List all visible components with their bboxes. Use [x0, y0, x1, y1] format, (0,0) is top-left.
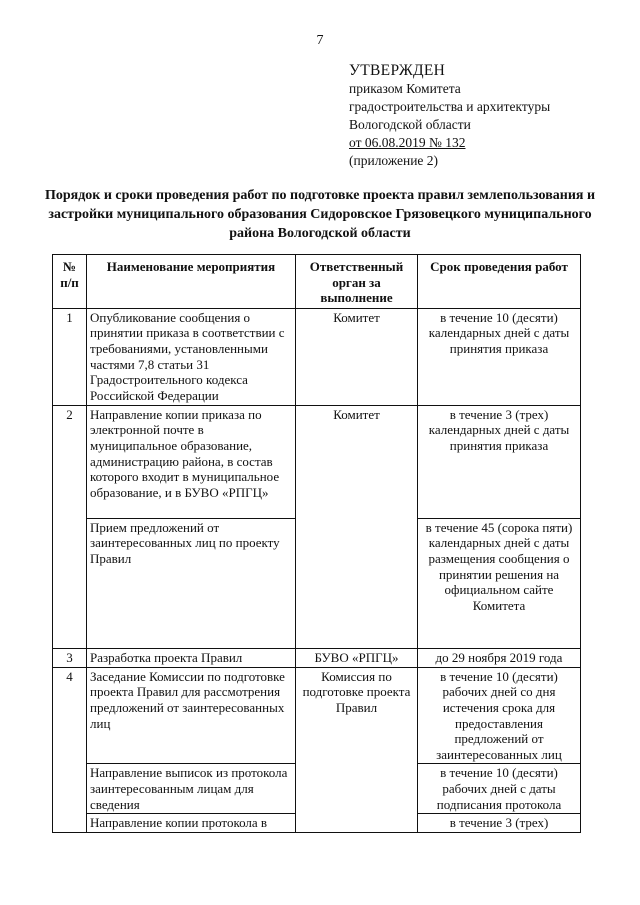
row-num: 2 — [53, 405, 87, 648]
schedule-table — [52, 254, 581, 833]
table-header-row — [53, 255, 581, 309]
row-deadline: в течение 10 (десяти) календарных дней с даты принятия приказа — [418, 308, 581, 405]
row-responsible: БУВО «РПГЦ» — [296, 648, 418, 667]
row-name: Опубликование сообщения о принятии приказа в соответствии с требованиями, установленными частями 7,8 статьи 31 Градостроительного кодекса Российской Федерации — [87, 308, 296, 405]
row-responsible: Комитет — [296, 308, 418, 405]
approval-order-date: от 06.08.2019 № 132 — [349, 135, 466, 150]
row-name: Направление копии приказа по электронной почте в муниципальное образование, администрацию района, в состав которого входит в муниципальное образование, и в БУВО «РПГЦ» — [87, 405, 296, 518]
row-name: Направление выписок из протокола заинтересованным лицам для сведения — [87, 764, 296, 814]
row-name: Заседание Комиссии по подготовке проекта Правил для рассмотрения предложений от заинтересованных лиц — [87, 667, 296, 764]
row-num: 4 — [53, 667, 87, 832]
approval-stamp: УТВЕРЖДЕН — [349, 62, 446, 79]
header-num: № п/п — [53, 255, 87, 309]
row-deadline: в течение 10 (десяти) рабочих дней со дня истечения срока для предоставления предложений от заинтересованных лиц — [418, 667, 581, 764]
document-title: Порядок и сроки проведения работ по подготовке проекта правил землепользования и застройки муниципального образования Сидоровское Грязовецкого муниципального района Вологодской области — [44, 188, 596, 241]
row-num: 1 — [53, 308, 87, 405]
row-name: Направление копии протокола в — [87, 814, 296, 833]
header-name: Наименование мероприятия — [87, 255, 296, 309]
header-responsible: Ответственный орган за выполнение — [296, 255, 418, 309]
approval-line: приказом Комитета — [349, 81, 461, 96]
row-name: Прием предложений от заинтересованных лиц по проекту Правил — [87, 518, 296, 648]
approval-line: Вологодской области — [349, 117, 471, 132]
page-number: 7 — [316, 33, 324, 48]
approval-appendix: (приложение 2) — [349, 153, 439, 168]
approval-block — [349, 62, 550, 170]
table-row — [53, 648, 581, 667]
row-deadline: в течение 45 (сорока пяти) календарных дней с даты размещения сообщения о принятии решения на официальном сайте Комитета — [418, 518, 581, 648]
row-deadline: в течение 10 (десяти) рабочих дней с даты подписания протокола — [418, 764, 581, 814]
table-row — [53, 308, 581, 405]
row-responsible: Комиссия по подготовке проекта Правил — [296, 667, 418, 832]
row-deadline: в течение 3 (трех) — [418, 814, 581, 833]
row-deadline: в течение 3 (трех) календарных дней с даты принятия приказа — [418, 405, 581, 518]
table-row — [53, 667, 581, 764]
row-num: 3 — [53, 648, 87, 667]
table-row — [53, 405, 581, 518]
row-deadline: до 29 ноября 2019 года — [418, 648, 581, 667]
row-name: Разработка проекта Правил — [87, 648, 296, 667]
row-responsible: Комитет — [296, 405, 418, 648]
approval-line: градостроительства и архитектуры — [349, 99, 551, 114]
header-deadline: Срок проведения работ — [418, 255, 581, 309]
